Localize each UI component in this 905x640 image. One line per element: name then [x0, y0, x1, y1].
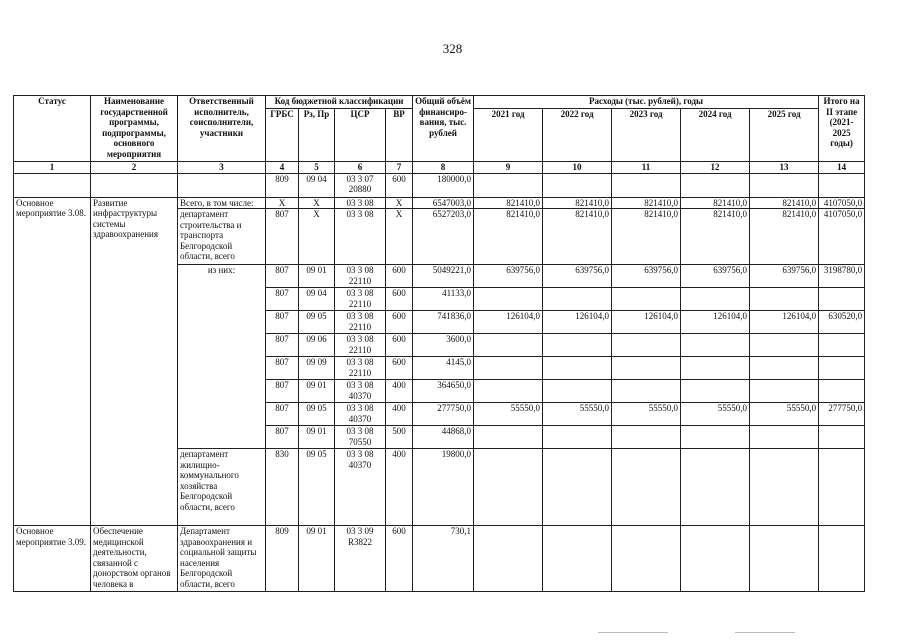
cell-year	[474, 334, 543, 357]
cell-stage-total	[819, 288, 865, 311]
column-number: 6	[335, 162, 386, 174]
cell-year: 821410,0	[612, 209, 681, 265]
cell-year	[612, 334, 681, 357]
cell-year	[474, 426, 543, 449]
column-number: 7	[386, 162, 413, 174]
cell-responsible: из них:	[178, 265, 266, 449]
cell-name: Обеспечение медицинской деятельности, связанной с донорством органов человека в	[91, 526, 178, 592]
header-vr: ВР	[386, 109, 413, 162]
cell-csr: 03 3 08	[335, 209, 386, 265]
header-year: 2023 год	[612, 109, 681, 162]
cell-grbs: 809	[266, 526, 299, 592]
cell-csr: 03 3 09 R3822	[335, 526, 386, 592]
cell-stage-total: 4107050,0	[819, 209, 865, 265]
cell-year	[750, 526, 819, 592]
cell-year	[543, 449, 612, 526]
cell-year	[681, 526, 750, 592]
cell-csr: 03 3 08 22110	[335, 265, 386, 288]
cell-rz-pr: 09 05	[299, 403, 335, 426]
cell-csr: 03 3 08 22110	[335, 288, 386, 311]
cell-rz-pr: X	[299, 197, 335, 209]
cell-total: 741836,0	[413, 311, 474, 334]
cell-grbs: 830	[266, 449, 299, 526]
cell-rz-pr: X	[299, 209, 335, 265]
cell-rz-pr: 09 06	[299, 334, 335, 357]
cell-year: 55550,0	[474, 403, 543, 426]
header-budget-code: Код бюджетной классификации	[266, 96, 413, 109]
cell-year	[612, 380, 681, 403]
cell-year	[543, 426, 612, 449]
cell-vr: 600	[386, 288, 413, 311]
cell-year: 55550,0	[681, 403, 750, 426]
header-csr: ЦСР	[335, 109, 386, 162]
cell-rz-pr: 09 01	[299, 526, 335, 592]
cell-rz-pr: 09 04	[299, 288, 335, 311]
cell-year	[474, 526, 543, 592]
header-year: 2024 год	[681, 109, 750, 162]
column-number: 14	[819, 162, 865, 174]
cell-vr: 400	[386, 380, 413, 403]
cell-stage-total: 4107050,0	[819, 197, 865, 209]
cell-year: 639756,0	[750, 265, 819, 288]
cell-vr: 500	[386, 426, 413, 449]
cell-year: 55550,0	[750, 403, 819, 426]
cell-year	[474, 357, 543, 380]
scan-artifact-line	[735, 632, 795, 633]
cell-year	[750, 334, 819, 357]
cell-responsible: департамент строительства и транспорта Белгородской области, всего	[178, 209, 266, 265]
cell-grbs: 807	[266, 403, 299, 426]
cell-csr: 03 3 08 70550	[335, 426, 386, 449]
column-number: 10	[543, 162, 612, 174]
cell-year: 126104,0	[543, 311, 612, 334]
cell-csr: 03 3 08	[335, 197, 386, 209]
cell-year	[543, 334, 612, 357]
cell-year: 821410,0	[474, 209, 543, 265]
column-number: 1	[14, 162, 91, 174]
cell-rz-pr: 09 05	[299, 311, 335, 334]
cell-year	[681, 449, 750, 526]
cell-year	[681, 288, 750, 311]
cell-year	[750, 173, 819, 197]
cell-stage-total: 3198780,0	[819, 265, 865, 288]
table-row	[14, 173, 865, 197]
cell-year	[750, 426, 819, 449]
cell-status	[14, 173, 91, 197]
cell-grbs: 807	[266, 380, 299, 403]
cell-year	[474, 449, 543, 526]
cell-vr: 400	[386, 449, 413, 526]
cell-year	[543, 288, 612, 311]
header-year: 2022 год	[543, 109, 612, 162]
cell-total: 277750,0	[413, 403, 474, 426]
cell-stage-total	[819, 357, 865, 380]
cell-year	[543, 380, 612, 403]
cell-year	[750, 449, 819, 526]
cell-year	[474, 380, 543, 403]
cell-rz-pr: 09 01	[299, 426, 335, 449]
cell-csr: 03 3 08 40370	[335, 403, 386, 426]
cell-year: 821410,0	[543, 197, 612, 209]
table-header	[14, 96, 865, 162]
cell-total: 44868,0	[413, 426, 474, 449]
cell-year: 821410,0	[681, 197, 750, 209]
cell-stage-total: 277750,0	[819, 403, 865, 426]
cell-stage-total	[819, 334, 865, 357]
cell-year	[750, 357, 819, 380]
cell-vr: 400	[386, 403, 413, 426]
cell-rz-pr: 09 09	[299, 357, 335, 380]
cell-total: 6547003,0	[413, 197, 474, 209]
cell-status: Основное мероприятие 3.09.	[14, 526, 91, 592]
header-year: 2021 год	[474, 109, 543, 162]
cell-year: 821410,0	[612, 197, 681, 209]
cell-responsible: департамент жилищно-коммунального хозяйства Белгородской области, всего	[178, 449, 266, 526]
column-number: 9	[474, 162, 543, 174]
header-total-stage: Итого на II этапе (2021-2025 годы)	[819, 96, 865, 162]
cell-total: 364650,0	[413, 380, 474, 403]
cell-total: 730,1	[413, 526, 474, 592]
budget-table	[13, 95, 865, 592]
cell-year: 821410,0	[474, 197, 543, 209]
cell-responsible: Департамент здравоохранения и социальной защиты населения Белгородской области, всего	[178, 526, 266, 592]
cell-rz-pr: 09 04	[299, 173, 335, 197]
cell-year	[543, 357, 612, 380]
cell-year	[474, 288, 543, 311]
cell-year	[750, 288, 819, 311]
cell-year: 639756,0	[543, 265, 612, 288]
cell-total: 180000,0	[413, 173, 474, 197]
cell-grbs: 807	[266, 288, 299, 311]
cell-year	[543, 526, 612, 592]
cell-year	[681, 173, 750, 197]
header-status: Статус	[14, 96, 91, 162]
header-expenses: Расходы (тыс. рублей), годы	[474, 96, 819, 109]
cell-grbs: 807	[266, 334, 299, 357]
header-name: Наименование государственной программы, подпрограммы, основного мероприятия	[91, 96, 178, 162]
header-year: 2025 год	[750, 109, 819, 162]
cell-year: 126104,0	[681, 311, 750, 334]
column-number: 13	[750, 162, 819, 174]
cell-year	[612, 173, 681, 197]
page-number: 328	[442, 41, 463, 56]
cell-grbs: 807	[266, 357, 299, 380]
table-row	[14, 526, 865, 592]
cell-csr: 03 3 08 22110	[335, 357, 386, 380]
cell-year: 126104,0	[750, 311, 819, 334]
cell-grbs: 809	[266, 173, 299, 197]
cell-total: 4145,0	[413, 357, 474, 380]
cell-year	[750, 380, 819, 403]
cell-stage-total	[819, 173, 865, 197]
cell-year: 821410,0	[750, 197, 819, 209]
column-number: 5	[299, 162, 335, 174]
cell-year: 55550,0	[543, 403, 612, 426]
cell-csr: 03 3 08 40370	[335, 449, 386, 526]
cell-year	[612, 526, 681, 592]
cell-csr: 03 3 07 20880	[335, 173, 386, 197]
cell-grbs: X	[266, 197, 299, 209]
cell-vr: X	[386, 197, 413, 209]
cell-name: Развитие инфраструктуры системы здравоохранения	[91, 197, 178, 526]
header-rz-pr: Рз, Пр	[299, 109, 335, 162]
cell-rz-pr: 09 01	[299, 380, 335, 403]
cell-stage-total	[819, 526, 865, 592]
cell-year: 55550,0	[612, 403, 681, 426]
cell-vr: X	[386, 209, 413, 265]
cell-rz-pr: 09 01	[299, 265, 335, 288]
column-number: 4	[266, 162, 299, 174]
header-total-volume: Общий объём финансиро-вания, тыс. рублей	[413, 96, 474, 162]
cell-year	[612, 426, 681, 449]
cell-responsible	[178, 173, 266, 197]
cell-total: 3600,0	[413, 334, 474, 357]
cell-status: Основное мероприятие 3.08.	[14, 197, 91, 526]
column-number: 11	[612, 162, 681, 174]
cell-grbs: 807	[266, 265, 299, 288]
cell-year	[681, 380, 750, 403]
column-number: 8	[413, 162, 474, 174]
cell-csr: 03 3 08 22110	[335, 334, 386, 357]
cell-grbs: 807	[266, 311, 299, 334]
cell-total: 5049221,0	[413, 265, 474, 288]
cell-csr: 03 3 08 22110	[335, 311, 386, 334]
cell-year	[474, 173, 543, 197]
cell-total: 41133,0	[413, 288, 474, 311]
cell-stage-total: 630520,0	[819, 311, 865, 334]
column-number: 2	[91, 162, 178, 174]
cell-vr: 600	[386, 357, 413, 380]
cell-stage-total	[819, 426, 865, 449]
cell-year: 821410,0	[543, 209, 612, 265]
cell-stage-total	[819, 380, 865, 403]
scan-artifact-line	[598, 632, 668, 633]
column-number: 12	[681, 162, 750, 174]
cell-grbs: 807	[266, 209, 299, 265]
cell-total: 19800,0	[413, 449, 474, 526]
cell-csr: 03 3 08 40370	[335, 380, 386, 403]
cell-year: 639756,0	[681, 265, 750, 288]
cell-year: 639756,0	[612, 265, 681, 288]
cell-vr: 600	[386, 526, 413, 592]
cell-total: 6527203,0	[413, 209, 474, 265]
cell-year: 821410,0	[750, 209, 819, 265]
cell-year	[543, 173, 612, 197]
header-grbs: ГРБС	[266, 109, 299, 162]
cell-year	[612, 357, 681, 380]
cell-name	[91, 173, 178, 197]
header-responsible: Ответственный исполнитель, соисполнители, участники	[178, 96, 266, 162]
cell-rz-pr: 09 05	[299, 449, 335, 526]
cell-year: 126104,0	[474, 311, 543, 334]
cell-vr: 600	[386, 334, 413, 357]
column-number: 3	[178, 162, 266, 174]
cell-vr: 600	[386, 173, 413, 197]
cell-vr: 600	[386, 265, 413, 288]
cell-stage-total	[819, 449, 865, 526]
cell-year: 639756,0	[474, 265, 543, 288]
cell-year	[612, 288, 681, 311]
table-body	[14, 162, 865, 592]
cell-vr: 600	[386, 311, 413, 334]
cell-year	[681, 334, 750, 357]
cell-year	[681, 426, 750, 449]
column-number-row	[14, 162, 865, 174]
cell-year: 126104,0	[612, 311, 681, 334]
cell-year: 821410,0	[681, 209, 750, 265]
cell-year	[681, 357, 750, 380]
cell-grbs: 807	[266, 426, 299, 449]
table-row	[14, 197, 865, 209]
cell-year	[612, 449, 681, 526]
cell-responsible: Всего, в том числе:	[178, 197, 266, 209]
